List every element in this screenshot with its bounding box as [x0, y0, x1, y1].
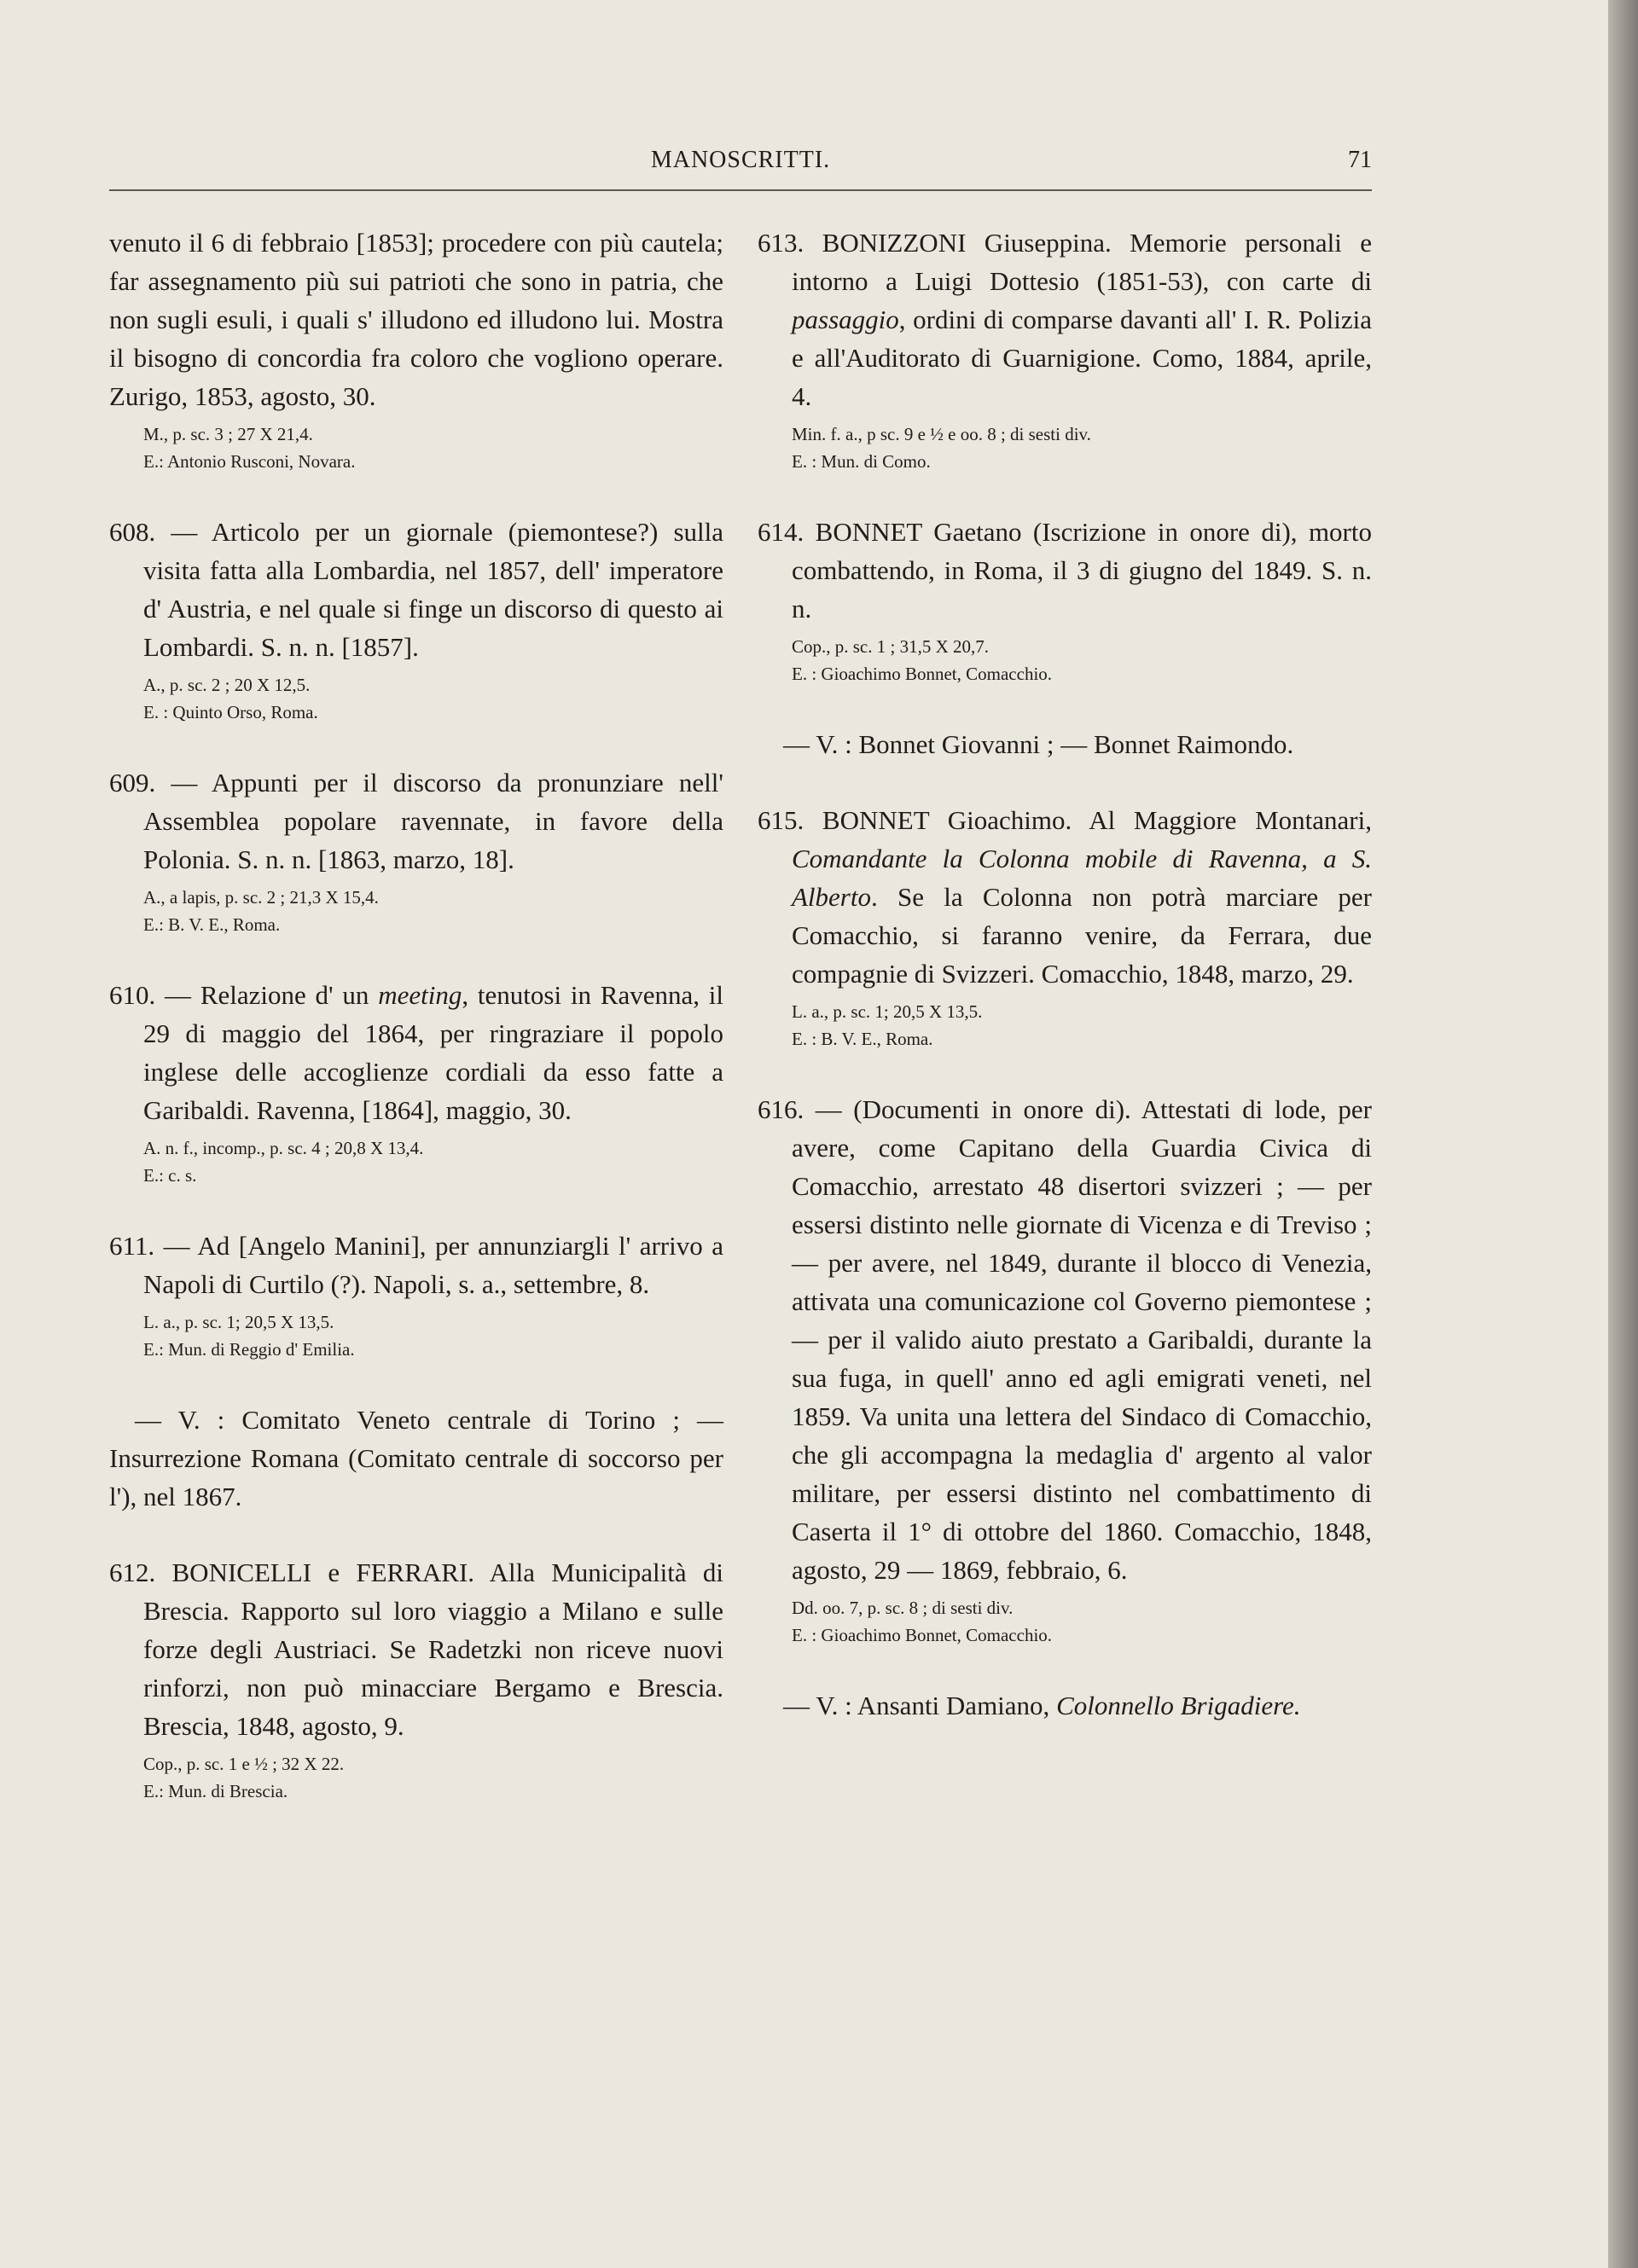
entry-physical-description: Cop., p. sc. 1 ; 31,5 X 20,7. [792, 636, 989, 657]
entry-614 [758, 513, 1372, 687]
see-also-reference [758, 1686, 1372, 1725]
entry-physical-description: A., p. sc. 2 ; 20 X 12,5. [143, 675, 311, 695]
entry-text [109, 976, 723, 1129]
entry-608 [109, 513, 723, 726]
entry-613 [758, 223, 1372, 475]
entry-owner: E.: Mun. di Brescia. [143, 1781, 288, 1801]
entry-owner: E.: Mun. di Reggio d' Emilia. [143, 1339, 355, 1360]
entry-text: 616. — (Documenti in onore di). Attestati di lode, per avere, come Capitano della Guardia Civica di Comacchio, arrestato 48 disertori svizzeri ; — per essersi distinto nelle giornate di Vicenza e di Treviso ; — per avere, nel 1849, durante il blocco di Venezia, attivata una comunicazione col Governo piemontese ; — per il valido aiuto prestato a Garibaldi, durante la sua fuga, in quell' anno ed agli emigrati veneti, nel 1859. Va unita una lettera del Sindaco di Comacchio, che gli accompagna la medaglia d' argento al valor militare, per essersi distinto nel combattimento di Caserta il 1° di ottobre del 1860. Comacchio, 1848, agosto, 29 — 1869, febbraio, 6. [758, 1094, 1372, 1585]
entry-text-part: , tenutosi in Ravenna, il 29 di maggio del 1864, per ringraziare il popolo inglese delle accoglienze cordiali da esso fatte a Garibaldi. Ravenna, [1864], maggio, 30. [143, 980, 723, 1125]
entry-text-part: . Se la Colonna non potrà marciare per Comacchio, si faranno venire, da Ferrara, due compagnie di Svizzeri. Comacchio, 1848, marzo, 29. [792, 882, 1372, 989]
entry-text: 609. — Appunti per il discorso da pronunziare nell' Assemblea popolare ravennate, in favore della Polonia. S. n. n. [1863, marzo, 18]. [109, 768, 723, 874]
entry-owner: E.: Antonio Rusconi, Novara. [143, 451, 356, 472]
entry-text: 614. BONNET Gaetano (Iscrizione in onore di), morto combattendo, in Roma, il 3 di giugno del 1849. S. n. n. [758, 517, 1372, 624]
entry-607-continuation [109, 223, 723, 475]
page-edge-shadow [1608, 0, 1638, 2268]
entry-text [758, 1686, 1372, 1725]
entry-text-part: 615. BONNET Gioachimo. Al Maggiore Montanari, [758, 805, 1372, 835]
entry-text-part: , ordini di comparse davanti all' I. R. Polizia e all'Auditorato di Guarnigione. Como, 1884, aprile, 4. [792, 305, 1372, 411]
entry-text: venuto il 6 di febbraio [1853]; procedere con più cautela; far assegnamento più sui patrioti che sono in patria, che non sugli esuli, i quali s' illudono ed illudono lui. Mostra il bisogno di concordia fra coloro che vogliono operare. Zurigo, 1853, agosto, 30. [109, 228, 723, 411]
entry-611 [109, 1227, 723, 1363]
entry-owner: E. : Quinto Orso, Roma. [143, 702, 318, 722]
entry-physical-description: A., a lapis, p. sc. 2 ; 21,3 X 15,4. [143, 887, 379, 908]
running-title: MANOSCRITTI. [650, 147, 831, 173]
entry-text: 611. — Ad [Angelo Manini], per annunziargli l' arrivo a Napoli di Curtilo (?). Napoli, s. a., settembre, 8. [109, 1231, 723, 1299]
entry-owner: E. : Mun. di Como. [792, 451, 931, 472]
page-number: 71 [1348, 147, 1372, 173]
entry-owner: E. : Gioachimo Bonnet, Comacchio. [792, 664, 1053, 684]
entry-owner: E.: c. s. [143, 1165, 197, 1186]
entry-text-part: 610. — Relazione d' un [109, 980, 379, 1010]
entry-612 [109, 1553, 723, 1805]
entry-text-italic: Comandante la Colonna mobile di Ravenna, a S. Alberto [792, 844, 1372, 912]
entry-610 [109, 976, 723, 1189]
entry-physical-description: L. a., p. sc. 1; 20,5 X 13,5. [143, 1312, 334, 1332]
entry-physical-description: Dd. oo. 7, p. sc. 8 ; di sesti div. [792, 1598, 1014, 1618]
entry-physical-description: Min. f. a., p sc. 9 e ½ e oo. 8 ; di sesti div. [792, 424, 1091, 444]
entry-owner: E. : Gioachimo Bonnet, Comacchio. [792, 1625, 1053, 1645]
entry-text-italic: meeting [378, 980, 462, 1010]
entry-615 [758, 801, 1372, 1053]
see-also-reference [758, 725, 1372, 763]
entry-text: — V. : Bonnet Giovanni ; — Bonnet Raimondo. [783, 729, 1294, 759]
entry-physical-description: A. n. f., incomp., p. sc. 4 ; 20,8 X 13,4. [143, 1138, 424, 1158]
entry-text-part: — V. : Ansanti Damiano, [783, 1691, 1057, 1720]
see-also-reference [109, 1401, 723, 1516]
entry-616 [758, 1090, 1372, 1649]
entry-physical-description: M., p. sc. 3 ; 27 X 21,4. [143, 424, 313, 444]
entry-text-italic: passaggio [792, 305, 899, 334]
entry-text: 608. — Articolo per un giornale (piemontese?) sulla visita fatta alla Lombardia, nel 1857, dell' imperatore d' Austria, e nel quale si finge un discorso di questo ai Lombardi. S. n. n. [1857]. [109, 517, 723, 662]
entry-text [758, 801, 1372, 993]
entry-text: — V. : Comitato Veneto centrale di Torino ; — Insurrezione Romana (Comitato centrale di soccorso per l'), nel 1867. [109, 1405, 723, 1511]
entry-physical-description: L. a., p. sc. 1; 20,5 X 13,5. [792, 1001, 983, 1022]
right-column [758, 223, 1372, 1762]
entry-text: 612. BONICELLI e FERRARI. Alla Municipalità di Brescia. Rapporto sul loro viaggio a Milano e sulle forze degli Austriaci. Se Radetzki non riceve nuovi rinforzi, non può minacciare Bergamo e Brescia. Brescia, 1848, agosto, 9. [109, 1557, 723, 1741]
entry-text-italic: Colonnello Brigadiere. [1056, 1691, 1301, 1720]
entry-609 [109, 763, 723, 938]
entry-owner: E. : B. V. E., Roma. [792, 1029, 933, 1049]
entry-text-part: 613. BONIZZONI Giuseppina. Memorie personali e intorno a Luigi Dottesio (1851-53), con carte di [758, 228, 1372, 296]
entry-text [758, 223, 1372, 415]
left-column [109, 223, 723, 1842]
entry-physical-description: Cop., p. sc. 1 e ½ ; 32 X 22. [143, 1754, 345, 1774]
entry-owner: E.: B. V. E., Roma. [143, 914, 281, 935]
page-header [109, 147, 1372, 191]
